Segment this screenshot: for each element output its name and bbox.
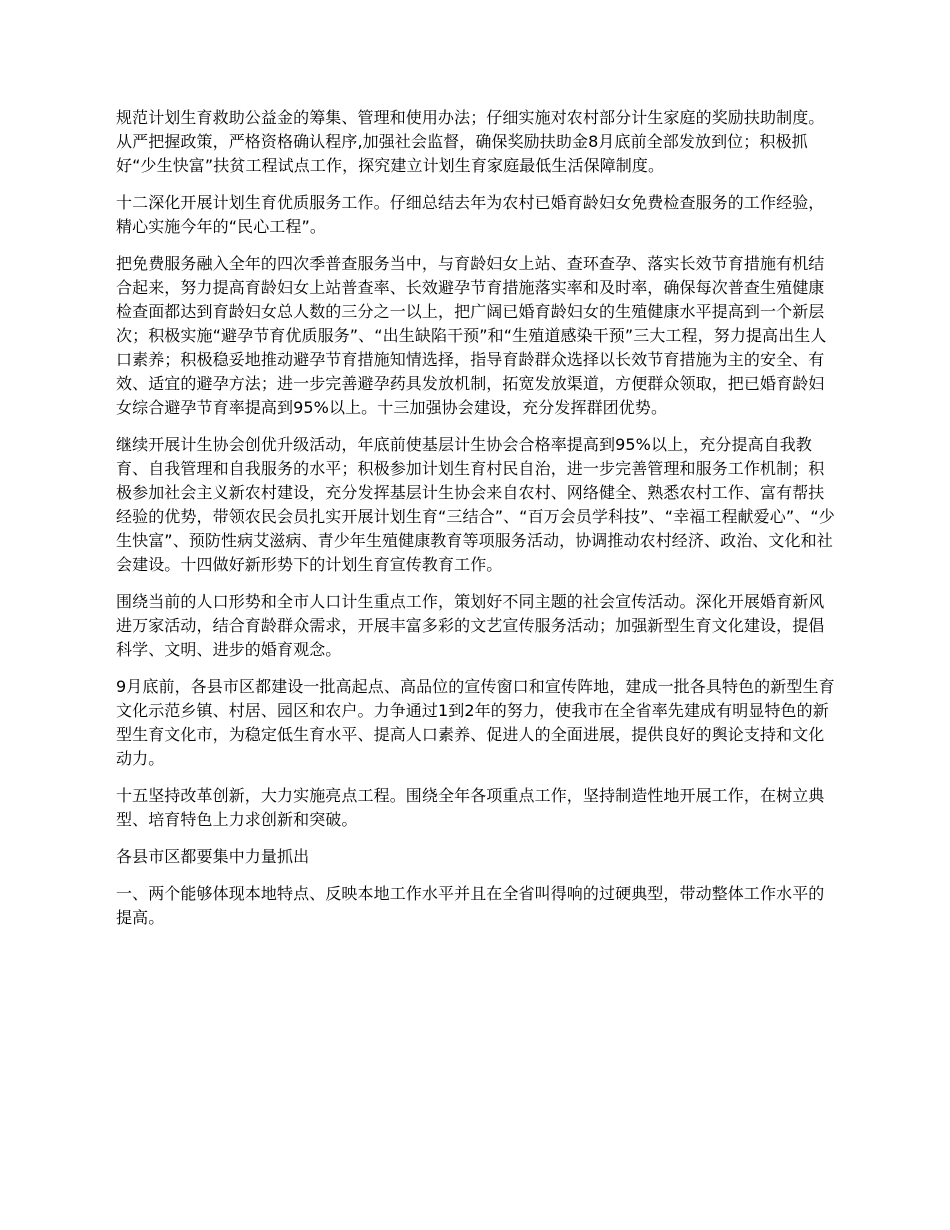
- paragraph-3: 把免费服务融入全年的四次季普查服务当中，与育龄妇女上站、查环查孕、落实长效节育措施有机结合起来，努力提高育龄妇女上站普查率、长效避孕节育措施落实率和及时率，确保每次普查生殖健康检查面都达到育龄妇女总人数的三分之一以上，把广阔已婚育龄妇女的生殖健康水平提高到一个新层次；积极实施“避孕节育优质服务”、“出生缺陷干预”和“生殖道感染干预”三大工程，努力提高出生人口素养；积极稳妥地推动避孕节育措施知情选择，指导育龄群众选择以长效节育措施为主的安全、有效、适宜的避孕方法；进一步完善避孕药具发放机制，拓宽发放渠道，方便群众领取，把已婚育龄妇女综合避孕节育率提高到95%以上。十三加强协会建设，充分发挥群团优势。: [116, 254, 827, 417]
- paragraph-4: 继续开展计生协会创优升级活动，年底前使基层计生协会合格率提高到95%以上，充分提高自我教育、自我管理和自我服务的水平；积极参加计划生育村民自治，进一步完善管理和服务工作机制；积极参加社会主义新农村建设，充分发挥基层计生协会来自农村、网络健全、熟悉农村工作、富有帮扶经验的优势，带领农民会员扎实开展计划生育“三结合”、“百万会员学科技”、“幸福工程献爱心”、“少生快富”、预防性病艾滋病、青少年生殖健康教育等项服务活动，协调推动农村经济、政治、文化和社会建设。十四做好新形势下的计划生育宣传教育工作。: [116, 435, 835, 574]
- paragraph-7: 十五坚持改革创新，大力实施亮点工程。围绕全年各项重点工作，坚持制造性地开展工作，在树立典型、培育特色上力求创新和突破。: [116, 786, 825, 829]
- paragraph-2: 十二深化开展计划生育优质服务工作。仔细总结去年为农村已婚育龄妇女免费检查服务的工作经验，精心实施今年的“民心工程”。: [116, 193, 825, 236]
- paragraph-1: 规范计划生育救助公益金的筹集、管理和使用办法；仔细实施对农村部分计生家庭的奖励扶助制度。从严把握政策，严格资格确认程序,加强社会监督，确保奖励扶助金8月底前全部发放到位；积极抓好“少生快富”扶贫工程试点工作，探究建立计划生育家庭最低生活保障制度。: [116, 108, 825, 175]
- paragraph-8: 各县市区都要集中力量抓出: [116, 847, 310, 866]
- paragraph-5: 围绕当前的人口形势和全市人口计生重点工作，策划好不同主题的社会宣传活动。深化开展婚育新风进万家活动，结合育龄群众需求，开展丰富多彩的文艺宣传服务活动；加强新型生育文化建设，提倡科学、文明、进步的婚育观念。: [116, 592, 825, 659]
- paragraph-9: 一、两个能够体现本地特点、反映本地工作水平并且在全省叫得响的过硬典型，带动整体工作水平的提高。: [116, 884, 825, 927]
- paragraph-6: 9月底前，各县市区都建设一批高起点、高品位的宣传窗口和宣传阵地，建成一批各具特色的新型生育文化示范乡镇、村居、园区和农户。力争通过1到2年的努力，使我市在全省率先建成有明显特色的新型生育文化市，为稳定低生育水平、提高人口素养、促进人的全面进展，提供良好的舆论支持和文化动力。: [116, 677, 835, 768]
